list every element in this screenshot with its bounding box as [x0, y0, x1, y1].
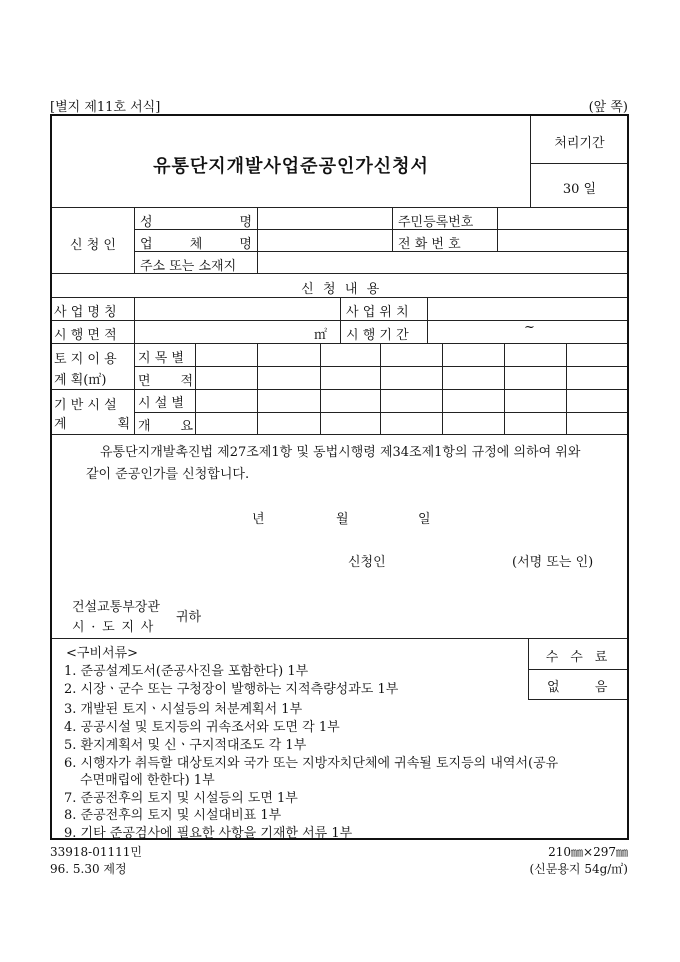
infrastructure-label-1: 기 반 시 설 — [54, 398, 117, 413]
doc-item: 2. 시장ㆍ군수 또는 구청장이 발행하는 지적측량성과도 1부 — [64, 682, 399, 697]
infrastructure-label-2: 계 획 — [54, 417, 130, 432]
form-title: 유통단지개발사업준공인가신청서 — [153, 156, 429, 177]
signature-label: (서명 또는 인) — [512, 555, 594, 570]
doc-item: 9. 기타 준공검사에 필요한 사항을 기재한 서류 1부 — [64, 826, 353, 841]
execution-period-separator: ~ — [524, 320, 535, 335]
processing-period-value: 30 일 — [562, 182, 597, 197]
page-side-label: (앞 쪽) — [588, 100, 628, 115]
phone-label: 전 화 번 호 — [398, 237, 461, 252]
form-code: 33918-01111민 — [50, 845, 142, 859]
land-area-label: 면 적 — [138, 374, 193, 389]
project-location-label: 사 업 위 치 — [346, 305, 409, 320]
land-use-label-1: 토 지 이 용 — [54, 352, 117, 367]
doc-item: 5. 환지계획서 및 신ㆍ구지적대조도 각 1부 — [64, 738, 307, 753]
area-label: 시 행 면 적 — [54, 328, 117, 343]
paper-size: 210㎜×297㎜ — [548, 845, 628, 859]
honorific-label: 귀하 — [176, 610, 202, 625]
date-year: 년 — [252, 512, 265, 527]
doc-item: 3. 개발된 토지ㆍ시설등의 처분계획서 1부 — [64, 702, 303, 717]
company-label: 업 체 명 — [140, 237, 252, 252]
processing-period-label: 처리기간 — [554, 136, 605, 151]
doc-item: 7. 준공전후의 토지 및 시설등의 도면 1부 — [64, 791, 298, 806]
address-label: 주소 또는 소재지 — [140, 259, 237, 274]
date-month: 월 — [336, 512, 349, 527]
recipient-governor: 시 · 도 지 사 — [72, 620, 155, 635]
doc-item: 6. 시행자가 취득할 대상토지와 국가 또는 지방자치단체에 귀속될 토지등의 내역서(공유 — [64, 756, 559, 771]
form-date: 96. 5.30 제정 — [50, 862, 127, 876]
statement-line-1: 유통단지개발촉진법 제27조제1항 및 동법시행령 제34조제1항의 규정에 의하여 위와 — [100, 445, 581, 460]
execution-period-label: 시 행 기 간 — [346, 328, 409, 343]
form-frame — [50, 114, 629, 840]
id-number-label: 주민등록번호 — [398, 215, 474, 230]
request-section-label: 신 청 내 용 — [301, 282, 382, 297]
project-name-label: 사 업 명 칭 — [54, 305, 117, 320]
summary-label: 개 요 — [138, 419, 193, 434]
form-number-label: [별지 제11호 서식] — [50, 100, 161, 115]
name-label: 성 명 — [140, 215, 252, 230]
recipient-minister: 건설교통부장관 — [72, 600, 160, 615]
statement-line-2: 같이 준공인가를 신청합니다. — [86, 467, 250, 482]
date-day: 일 — [418, 512, 431, 527]
land-use-label-2: 계 획(㎡) — [54, 373, 107, 388]
doc-item-continuation: 수면매립에 한한다) 1부 — [80, 773, 215, 788]
applicant-sign-label: 신청인 — [348, 555, 386, 570]
land-category-label: 지 목 별 — [138, 351, 184, 366]
required-docs-title: <구비서류> — [66, 646, 139, 661]
paper-type: (신문용지 54g/㎡) — [529, 862, 628, 876]
fee-label: 수 수 료 — [545, 650, 612, 665]
doc-item: 8. 준공전후의 토지 및 시설대비표 1부 — [64, 808, 282, 823]
facility-category-label: 시 설 별 — [138, 396, 184, 411]
fee-value: 없 음 — [546, 680, 624, 695]
area-unit: ㎡ — [314, 328, 328, 343]
doc-item: 1. 준공설계도서(준공사진을 포함한다) 1부 — [64, 664, 309, 679]
doc-item: 4. 공공시설 및 토지등의 귀속조서와 도면 각 1부 — [64, 720, 340, 735]
applicant-section-label: 신 청 인 — [70, 238, 116, 253]
